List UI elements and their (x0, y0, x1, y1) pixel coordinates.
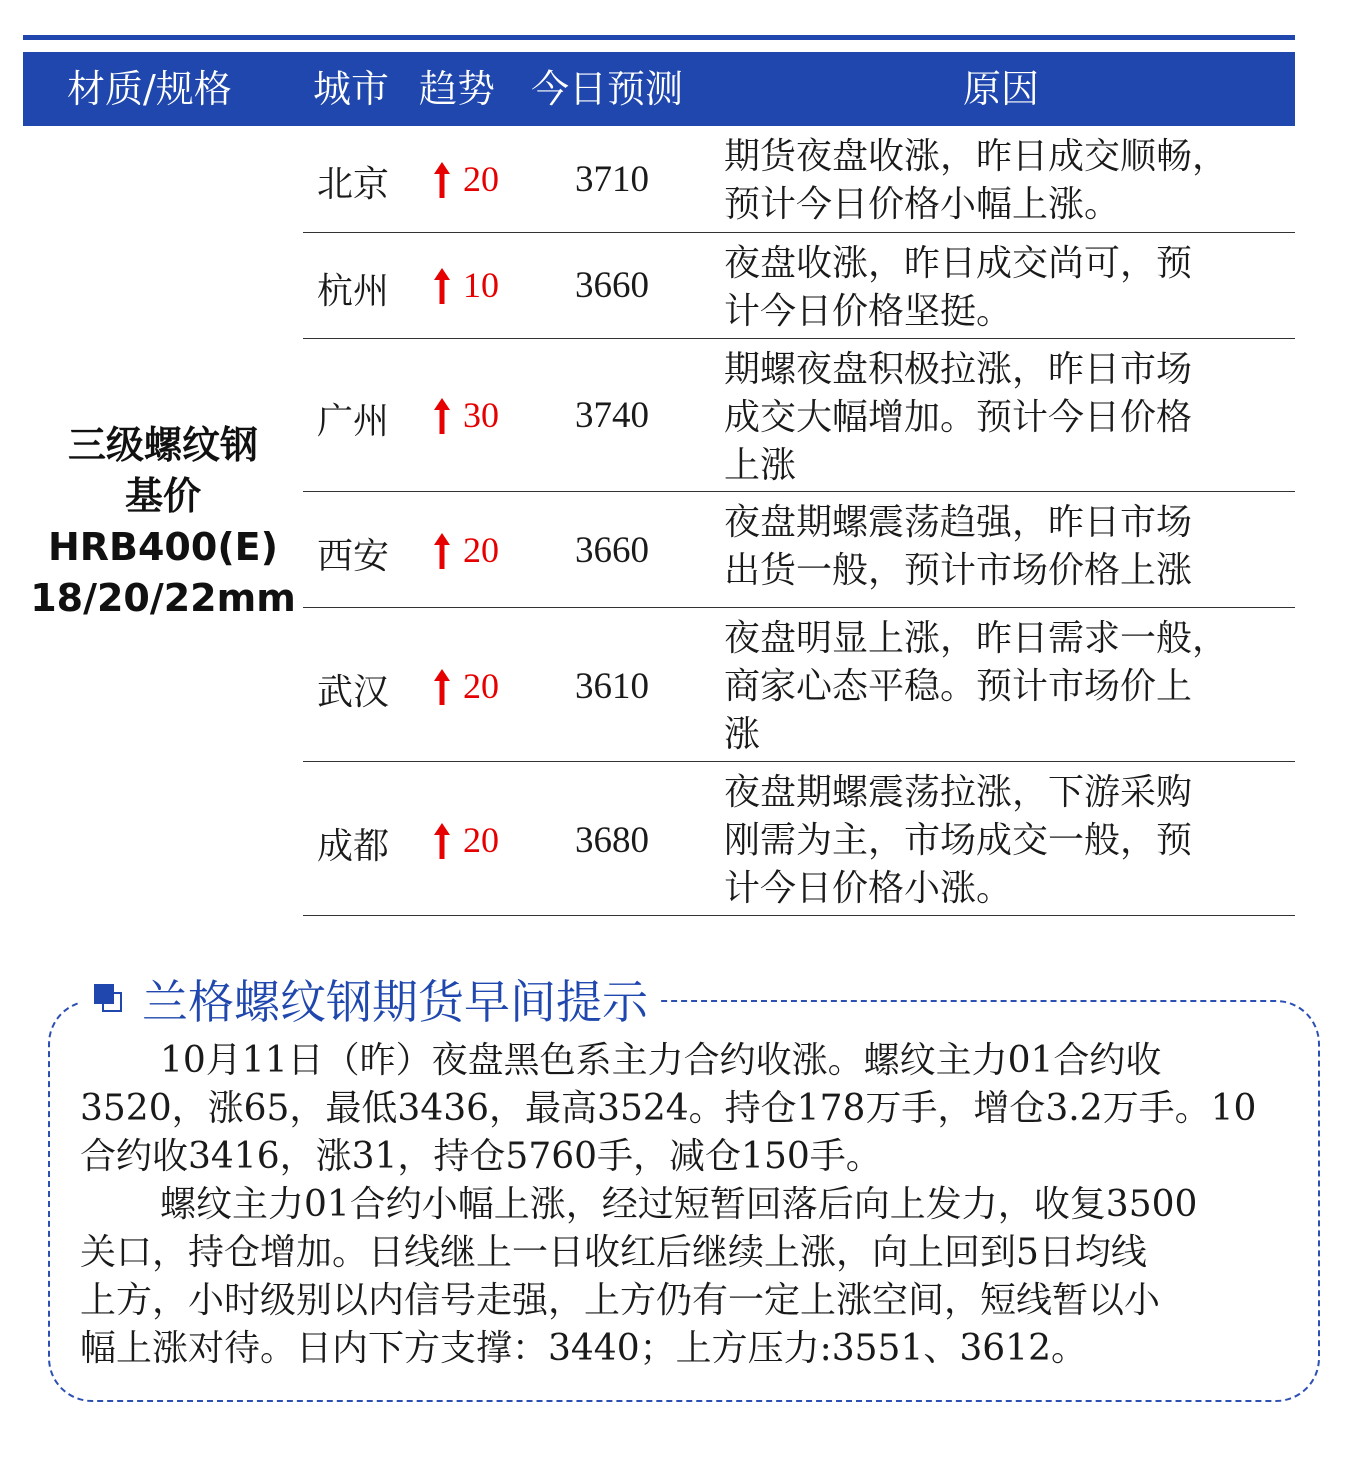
city-name: 武汉 (317, 672, 390, 713)
table-header (23, 52, 1295, 126)
spec-line: 三级螺纹钢 (67, 423, 258, 467)
up-arrow-icon (431, 667, 453, 707)
table-row (303, 608, 1295, 762)
city-name: 杭州 (317, 271, 390, 312)
tip-body (80, 1037, 1295, 1373)
trend-change: 20 (463, 820, 499, 860)
city-name: 北京 (317, 164, 390, 205)
trend-change: 30 (463, 395, 499, 435)
tip-title: 兰格螺纹钢期货早间提示 (142, 975, 648, 1029)
square-bullet-icon (94, 984, 124, 1014)
table-row (303, 233, 1295, 339)
forecast-price: 3660 (575, 265, 649, 306)
trend-change: 20 (463, 666, 499, 706)
table-row (303, 492, 1295, 608)
city-name: 成都 (317, 826, 390, 867)
reason-text: 期螺夜盘积极拉涨，昨日市场 成交大幅增加。预计今日价格 上涨 (724, 349, 1193, 486)
header-spec: 材质/规格 (67, 67, 232, 111)
reason-text: 夜盘期螺震荡拉涨，下游采购 刚需为主，市场成交一般，预 计今日价格小涨。 (724, 772, 1193, 909)
tip-paragraph: 螺纹主力01合约小幅上涨，经过短暂回落后向上发力，收复3500 关口，持仓增加。日线继上一日收红后继续上涨，向上回到5日均线 上方，小时级别以内信号走强，上方仍有一定上涨空间，短线暂以小 幅上涨对待。日内下方支撑：3440；上方压力:3551、3612。 (80, 1184, 1198, 1369)
up-arrow-icon (431, 396, 453, 436)
header-city: 城市 (313, 67, 390, 111)
forecast-price: 3740 (575, 395, 649, 436)
trend-change: 20 (463, 530, 499, 570)
trend-change: 10 (463, 265, 499, 305)
spec-line: HRB400(E) (47, 525, 279, 569)
header-reason: 原因 (963, 67, 1040, 111)
reason-text: 夜盘期螺震荡趋强，昨日市场 出货一般，预计市场价格上涨 (724, 502, 1193, 591)
table-row (303, 339, 1295, 492)
up-arrow-icon (431, 821, 453, 861)
forecast-price: 3680 (575, 820, 649, 861)
city-name: 西安 (317, 536, 390, 577)
up-arrow-icon (431, 531, 453, 571)
forecast-price: 3610 (575, 666, 649, 707)
forecast-price: 3660 (575, 530, 649, 571)
top-rule (23, 35, 1295, 40)
header-forecast: 今日预测 (531, 67, 684, 111)
up-arrow-icon (431, 160, 453, 200)
spec-cell (23, 420, 303, 624)
table-row (303, 762, 1295, 916)
forecast-price: 3710 (575, 159, 649, 200)
up-arrow-icon (431, 266, 453, 306)
city-name: 广州 (317, 401, 390, 442)
spec-line: 基价 (124, 474, 201, 518)
reason-text: 夜盘收涨，昨日成交尚可，预 计今日价格坚挺。 (724, 243, 1193, 332)
spec-line: 18/20/22mm (30, 576, 296, 620)
reason-text: 期货夜盘收涨，昨日成交顺畅， 预计今日价格小幅上涨。 (724, 136, 1229, 225)
reason-text: 夜盘明显上涨，昨日需求一般， 商家心态平稳。预计市场价上 涨 (724, 618, 1229, 755)
tip-paragraph: 10月11日（昨）夜盘黑色系主力合约收涨。螺纹主力01合约收 3520，涨65，最低3436，最高3524。持仓178万手，增仓3.2万手。10 合约收3416，涨31，持仓5760手，减仓150手。 (80, 1040, 1257, 1177)
tip-heading (80, 964, 660, 1034)
table-row (303, 126, 1295, 233)
header-trend: 趋势 (419, 67, 496, 111)
trend-change: 20 (463, 159, 499, 199)
